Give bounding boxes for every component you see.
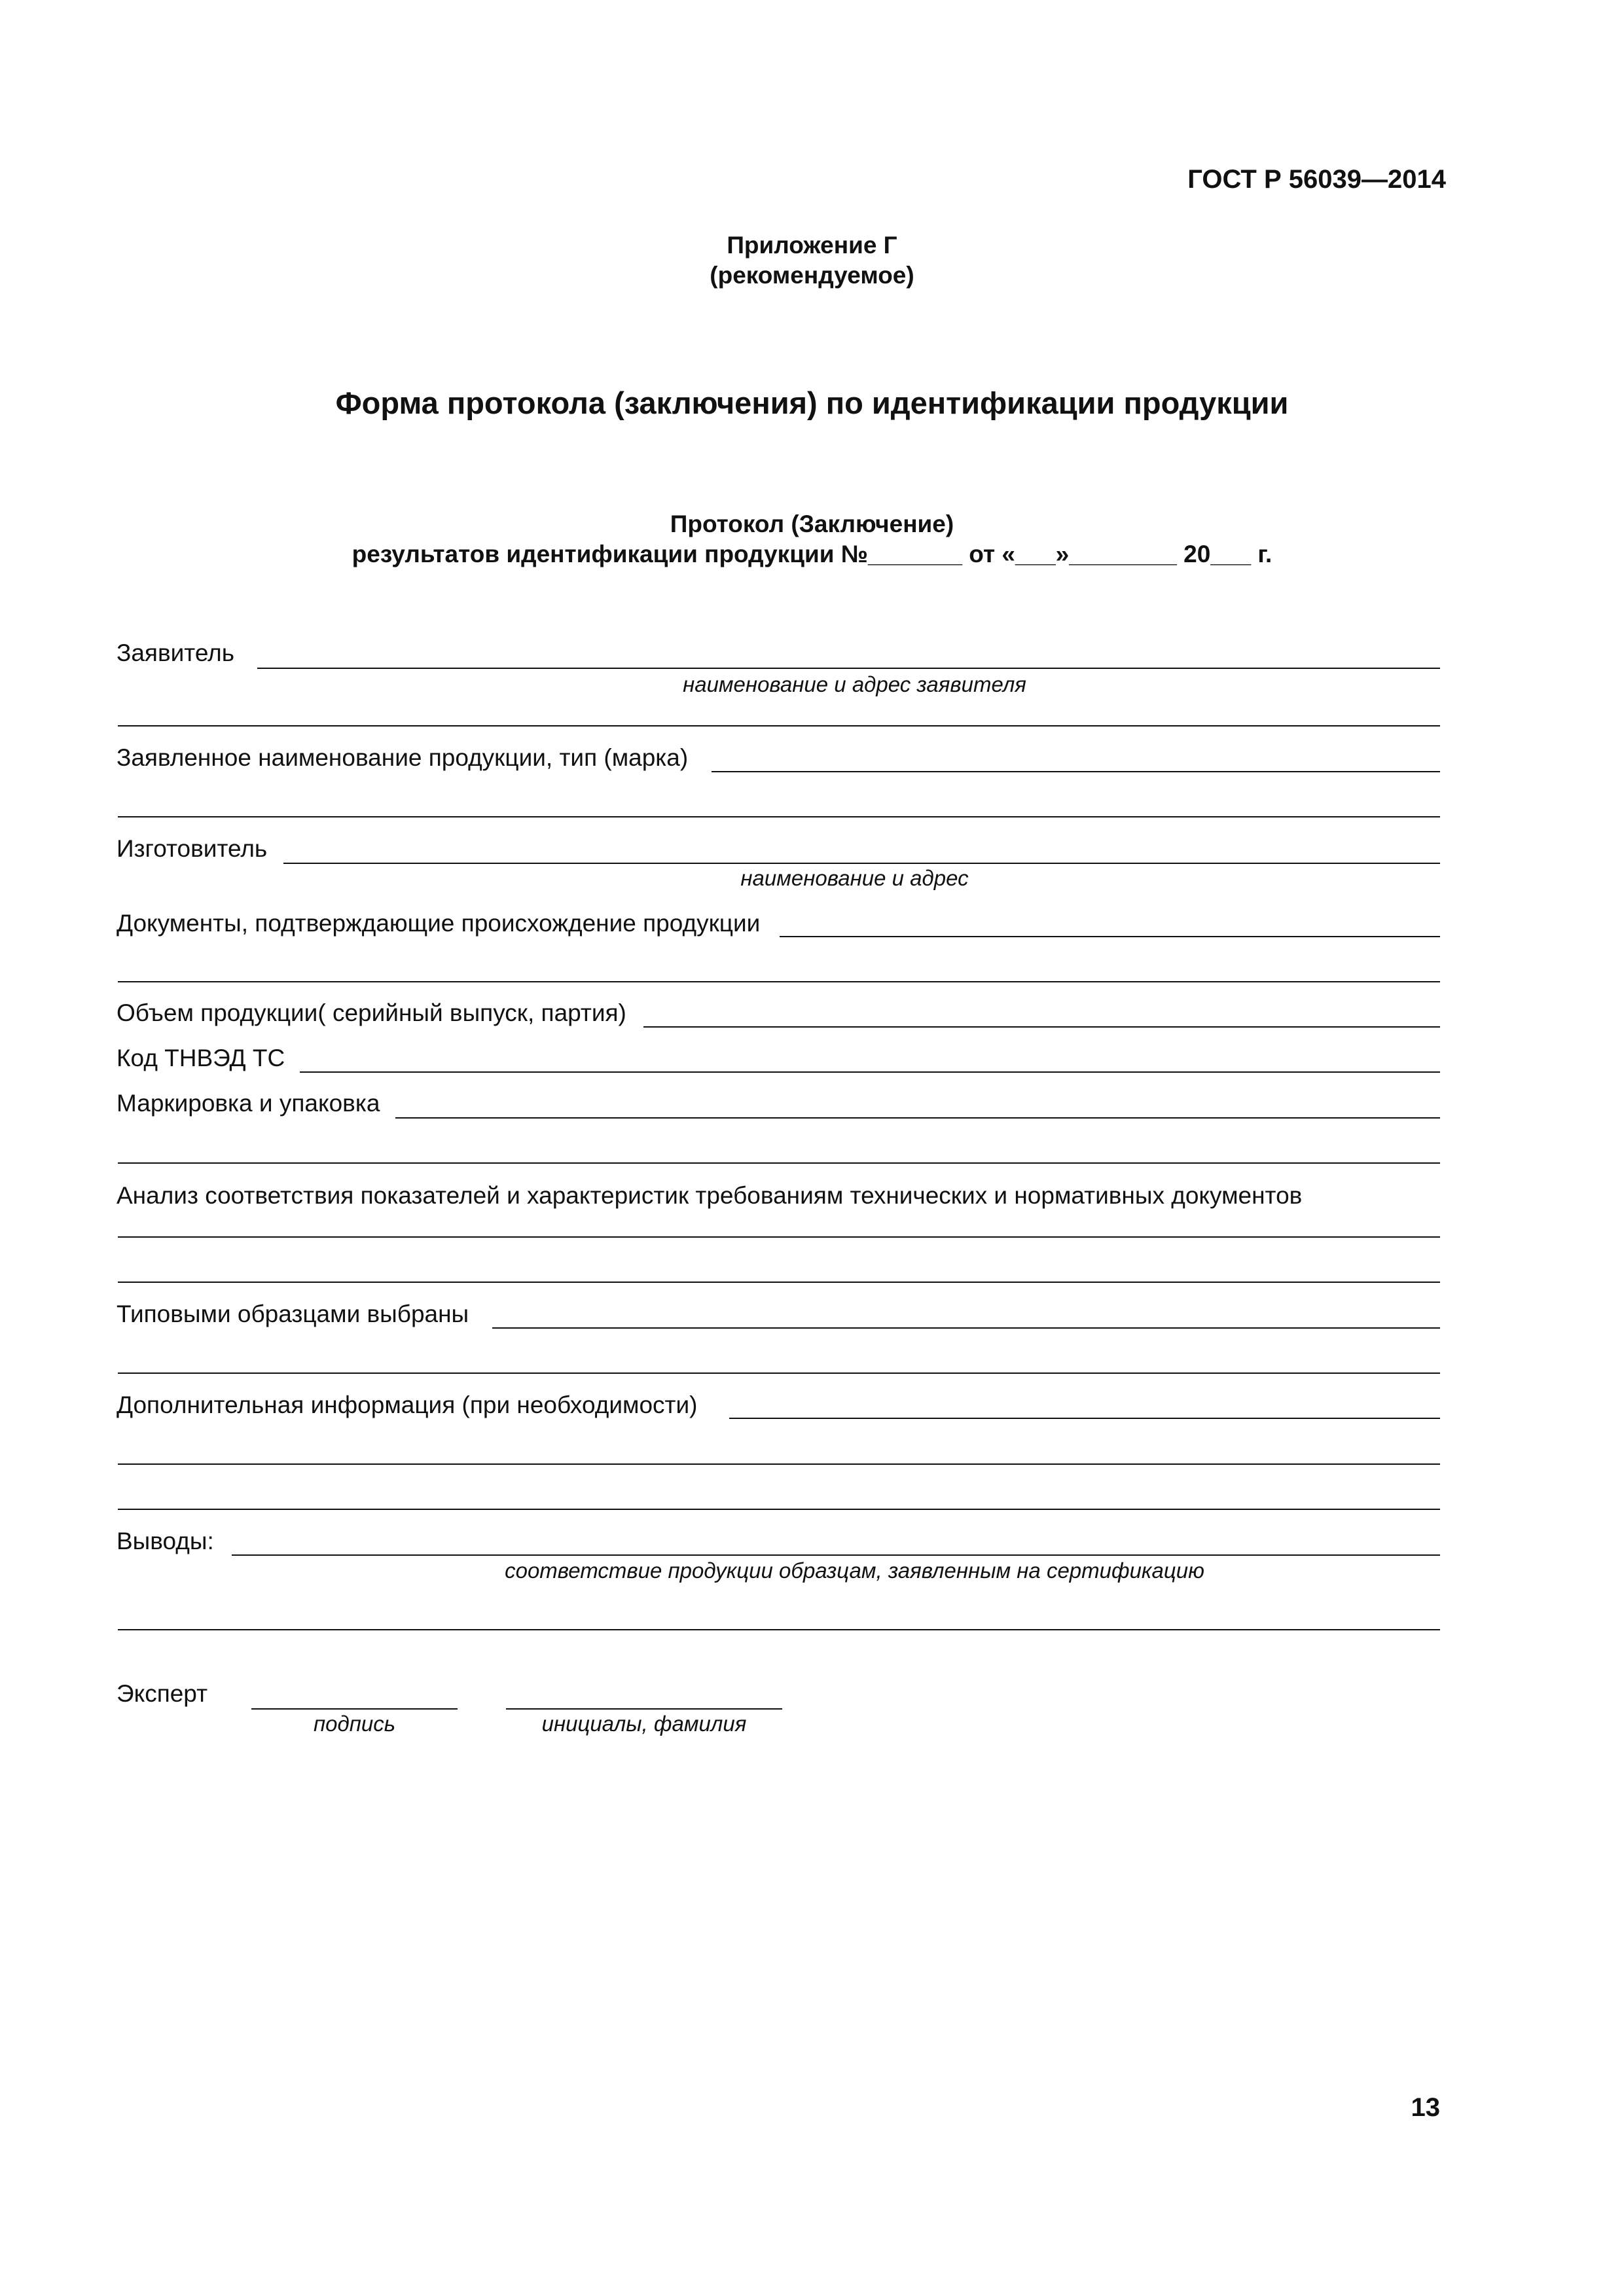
additional-info-label: Дополнительная информация (при необходимости) [117,1391,698,1418]
additional-info-field-2[interactable] [118,1463,1440,1465]
product-name-field-continuation[interactable] [118,816,1440,817]
origin-documents-field[interactable] [780,936,1440,937]
page-title: Форма протокола (заключения) по идентификации продукции [335,386,1289,420]
applicant-field-continuation[interactable] [118,725,1440,726]
analysis-label: Анализ соответствия показателей и характеристик требованиям технических и нормативных документов [117,1182,1303,1209]
name-hint: инициалы, фамилия [541,1712,747,1736]
tnved-code-label: Код ТНВЭД ТС [117,1045,285,1071]
conclusions-hint: соответствие продукции образцам, заявленным на сертификацию [505,1558,1204,1583]
analysis-field-2[interactable] [118,1282,1440,1283]
appendix-title: Приложение Г [727,232,897,259]
signature-hint: подпись [313,1712,396,1736]
samples-field-continuation[interactable] [118,1372,1440,1374]
product-name-field[interactable] [712,771,1440,772]
origin-documents-label: Документы, подтверждающие происхождение продукции [117,910,761,937]
marking-field-continuation[interactable] [118,1162,1440,1164]
conclusions-field-continuation[interactable] [118,1629,1440,1630]
expert-signature-field[interactable] [251,1708,458,1710]
appendix-heading [0,230,1624,291]
appendix-status: (рекомендуемое) [710,262,914,289]
marking-field[interactable] [395,1117,1440,1119]
document-code: ГОСТ Р 56039—2014 [1187,165,1446,194]
protocol-heading [0,509,1624,569]
manufacturer-hint: наименование и адрес [740,866,969,890]
conclusions-label: Выводы: [117,1528,214,1554]
manufacturer-label: Изготовитель [117,835,268,862]
additional-info-field-3[interactable] [118,1509,1440,1510]
conclusions-field[interactable] [232,1554,1440,1556]
origin-documents-field-continuation[interactable] [118,981,1440,982]
protocol-title: Протокол (Заключение) [670,511,954,537]
analysis-field-1[interactable] [118,1236,1440,1238]
manufacturer-field[interactable] [283,863,1440,864]
marking-label: Маркировка и упаковка [117,1090,380,1117]
samples-label: Типовыми образцами выбраны [117,1300,469,1327]
additional-info-field[interactable] [729,1418,1440,1419]
tnved-code-field[interactable] [300,1071,1440,1073]
protocol-number-date: результатов идентификации продукции №_______ от «___»________ 20___ г. [352,541,1272,567]
volume-field[interactable] [643,1026,1440,1028]
applicant-label: Заявитель [117,639,235,666]
volume-label: Объем продукции( серийный выпуск, партия) [117,999,626,1026]
samples-field[interactable] [492,1327,1440,1329]
page-number: 13 [1411,2093,1440,2122]
expert-label: Эксперт [117,1680,208,1707]
applicant-hint: наименование и адрес заявителя [683,672,1026,696]
expert-name-field[interactable] [506,1708,782,1710]
product-name-label: Заявленное наименование продукции, тип (марка) [117,744,689,771]
applicant-field[interactable] [257,668,1440,669]
